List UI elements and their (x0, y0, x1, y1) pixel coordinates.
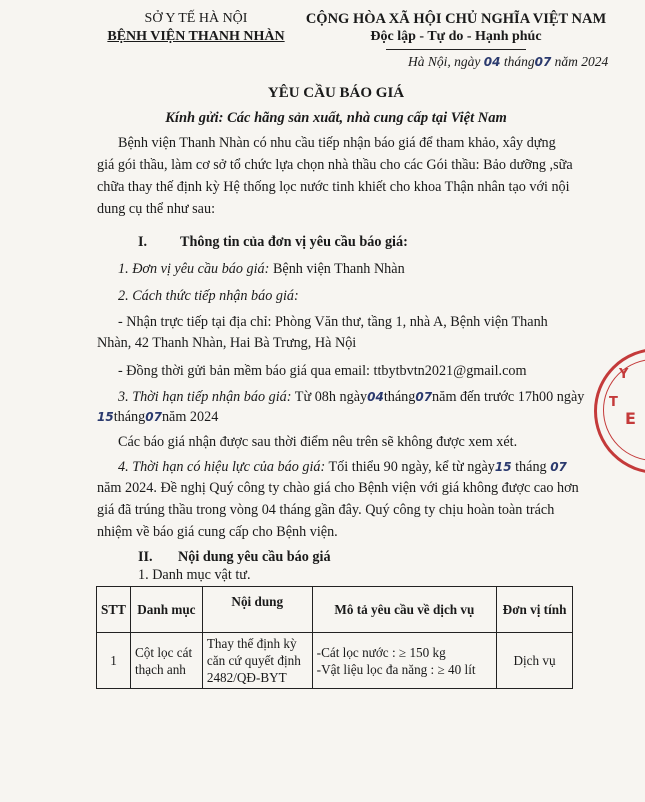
header-description: Mô tả yêu cầu về dịch vụ (312, 587, 496, 633)
row-stt: 1 (97, 633, 131, 689)
date-month: 07 (534, 55, 552, 69)
item1-value: Bệnh viện Thanh Nhàn (272, 261, 405, 277)
intro-line-2: giá gói thầu, làm cơ sở tổ chức lựa chọn nhà thầu cho các Gói thầu: Bảo dưỡng ,sữa (97, 157, 573, 173)
item3-text-d: tháng (113, 409, 146, 425)
item4-line-4: nhiệm về báo giá cung cấp cho Bệnh viện. (97, 524, 338, 540)
date-month-label: tháng (503, 54, 535, 69)
item1-label: 1. Đơn vị yêu cầu báo giá: (118, 261, 270, 277)
header-unit: Đơn vị tính (497, 587, 573, 633)
stamp-letter-2: T (609, 395, 618, 410)
national-line2: Độc lập - Tự do - Hạnh phúc (370, 29, 542, 44)
intro-line-3: chữa thay thế định kỳ Hệ thống lọc nước tinh khiết cho khoa Thận nhân tạo với nội (97, 179, 570, 195)
org-line1: SỞ Y TẾ HÀ NỘI (144, 11, 248, 26)
row-description-line1: -Cát lọc nước : ≥ 150 kg (316, 644, 446, 660)
services-table (96, 586, 573, 689)
section1-heading: Thông tin của đơn vị yêu cầu báo giá: (180, 234, 408, 250)
item4-month: 07 (550, 460, 567, 474)
item4-line-3: giá đã trúng thầu trong vòng 04 tháng gần đây. Quý công ty chịu hoàn toàn trách (97, 502, 555, 518)
date-line (408, 54, 608, 70)
date-prefix: Hà Nội, ngày (408, 54, 481, 69)
recipient: Kính gửi: Các hãng sản xuất, nhà cung cấp tại Việt Nam (165, 110, 507, 126)
row-unit: Dịch vụ (497, 633, 573, 689)
item3-month2: 07 (145, 410, 162, 424)
official-stamp (594, 348, 645, 474)
item4-text-a: Tối thiểu 90 ngày, kể từ ngày (328, 459, 495, 475)
table-header-row (97, 587, 573, 633)
table-row (97, 633, 573, 689)
section2-sub1: 1. Danh mục vật tư. (138, 567, 251, 583)
item3-month: 07 (415, 390, 433, 404)
header-content: Nội dung (202, 587, 312, 633)
header-stt: STT (97, 587, 131, 633)
intro-line-4: dung cụ thể như sau: (97, 201, 216, 217)
item4-day: 15 (494, 460, 512, 474)
item3-text-e: năm 2024 (161, 409, 219, 425)
date-year: năm 2024 (554, 54, 609, 69)
item3-text-a: Từ 08h ngày (294, 389, 368, 405)
late-notice: Các báo giá nhận được sau thời điểm nêu trên sẽ không được xem xét. (118, 434, 518, 450)
row-description (312, 633, 496, 689)
direct-line-2: Nhàn, 42 Thanh Nhàn, Hai Bà Trưng, Hà Nội (97, 335, 357, 351)
page-title: YÊU CẦU BÁO GIÁ (267, 85, 405, 101)
item3-day: 04 (367, 390, 384, 404)
section1-item1 (118, 258, 405, 280)
item4-label: 4. Thời hạn có hiệu lực của báo giá: (118, 459, 326, 475)
item3-text-c: năm đến trước 17h00 ngày (432, 389, 585, 405)
direct-line-1: - Nhận trực tiếp tại địa chỉ: Phòng Văn thư, tầng 1, nhà A, Bệnh viện Thanh (118, 314, 548, 330)
national-header (296, 10, 616, 46)
section1-number: I. (138, 234, 148, 250)
item4-text-b: tháng (515, 459, 547, 475)
item3-day2: 15 (97, 410, 114, 424)
item3-text-b: tháng (383, 389, 416, 405)
header-category: Danh mục (130, 587, 202, 633)
row-category: Cột lọc cát thạch anh (130, 633, 202, 689)
org-header (98, 10, 294, 46)
stamp-letter-1: Y (619, 367, 629, 382)
item3-label: 3. Thời hạn tiếp nhận báo giá: (118, 389, 292, 405)
email-line: - Đồng thời gửi bản mềm báo giá qua email: ttbytbvtn2021@gmail.com (118, 363, 527, 379)
section1-item2-label: 2. Cách thức tiếp nhận báo giá: (118, 288, 299, 304)
intro-line-1: Bệnh viện Thanh Nhàn có nhu cầu tiếp nhận báo giá để tham khảo, xây dựng (118, 135, 556, 151)
section2-heading: Nội dung yêu cầu báo giá (178, 549, 331, 565)
row-content: Thay thế định kỳ căn cứ quyết định 2482/QĐ-BYT (202, 633, 312, 689)
section1-item3 (118, 386, 584, 408)
national-line1: CỘNG HÒA XÃ HỘI CHỦ NGHĨA VIỆT NAM (305, 11, 607, 27)
stamp-letter-3: E (625, 409, 636, 428)
section1-item4 (118, 456, 567, 478)
section1-item3-line2 (97, 406, 218, 428)
row-description-line2: -Vật liệu lọc đa năng : ≥ 40 lít (316, 661, 476, 677)
date-day: 04 (483, 55, 501, 69)
item4-line-2: năm 2024. Đề nghị Quý công ty chào giá cho Bệnh viện với giá không được cao hơn (97, 480, 579, 496)
section2-number: II. (138, 549, 153, 565)
national-underline (386, 49, 526, 50)
org-line2: BỆNH VIỆN THANH NHÀN (107, 29, 285, 44)
